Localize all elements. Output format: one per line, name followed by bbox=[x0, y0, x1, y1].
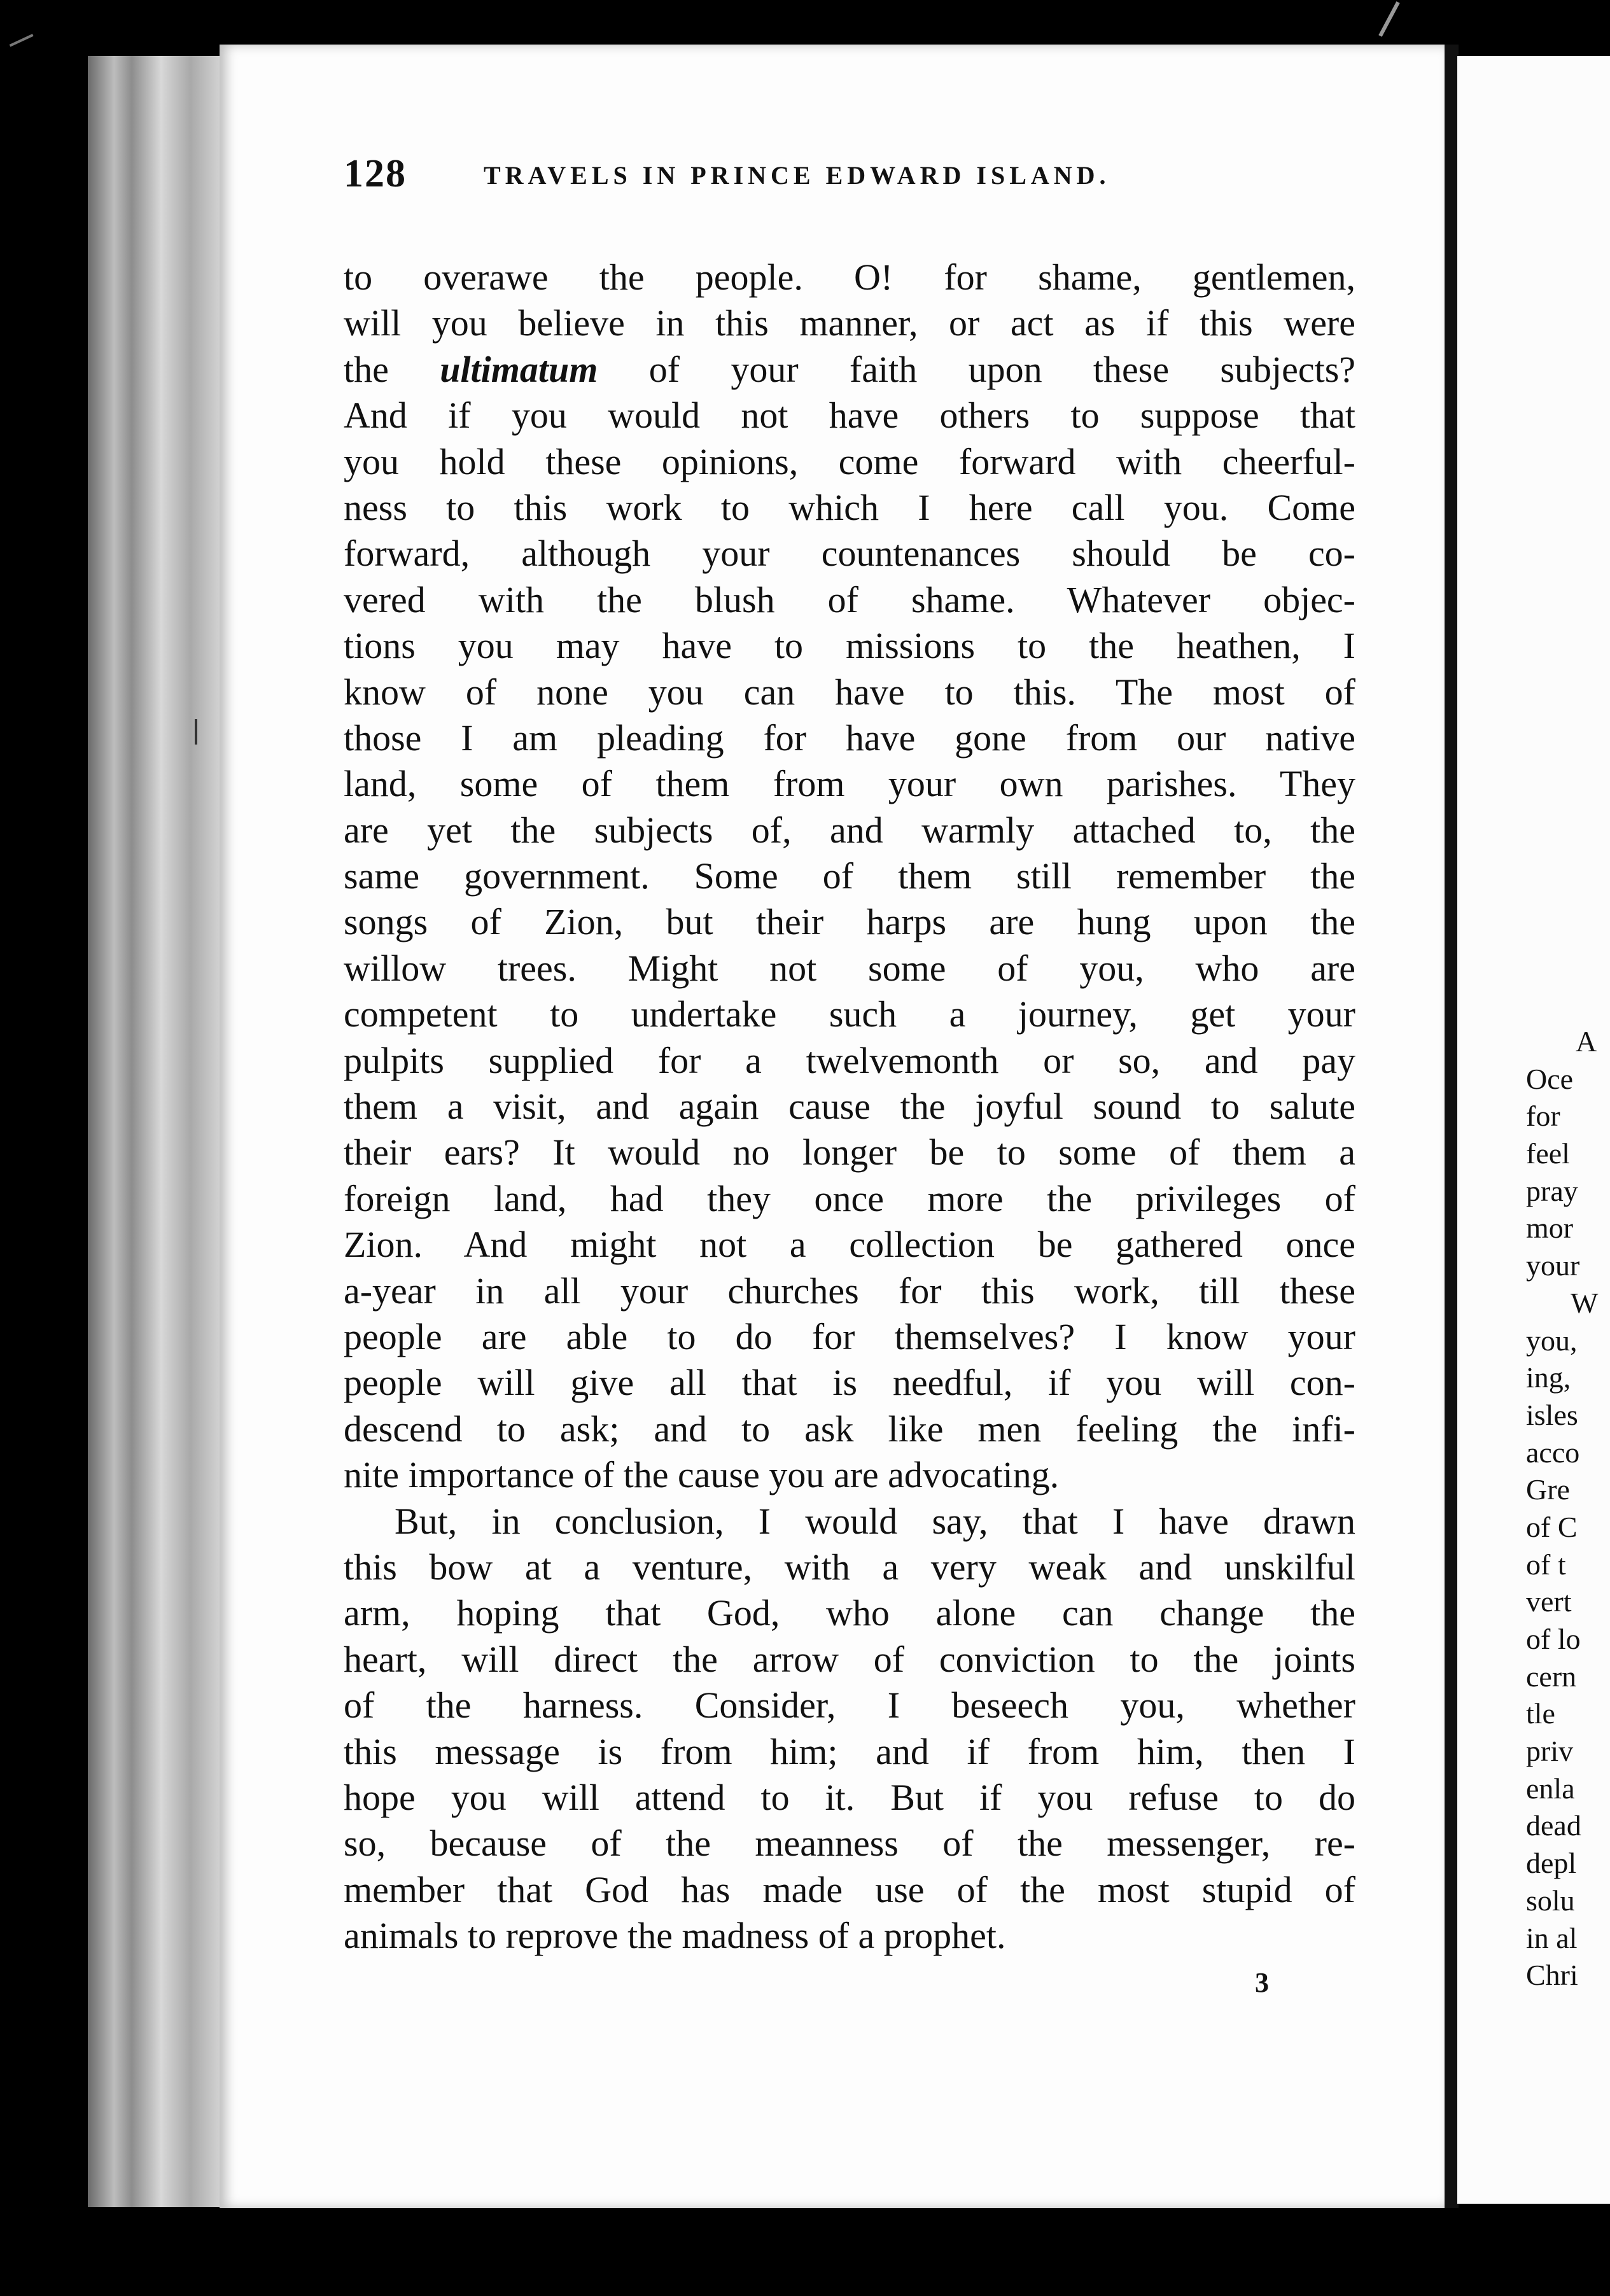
facing-text-fragment: Oce bbox=[1526, 1062, 1574, 1095]
text-line: nite importance of the cause you are advocating. bbox=[344, 1454, 1060, 1496]
text-line: pulpits supplied for a twelvemonth or so, and pay bbox=[344, 1039, 1355, 1081]
margin-mark bbox=[195, 719, 197, 745]
text-line: Zion. And might not a collection be gathered once bbox=[344, 1224, 1355, 1266]
text-line: know of none you can have to this. The most of bbox=[344, 671, 1355, 713]
text-line: the ultimatum of your faith upon these subjects? bbox=[344, 348, 1356, 390]
text-line: this bow at a venture, with a very weak and unskilful bbox=[344, 1546, 1355, 1588]
facing-text-fragment: cern bbox=[1526, 1660, 1577, 1693]
facing-text-fragment: your bbox=[1526, 1249, 1580, 1282]
facing-text-fragment: isles bbox=[1526, 1398, 1578, 1431]
text-line: member that God has made use of the most stupid of bbox=[344, 1868, 1355, 1910]
body-text bbox=[344, 255, 1355, 1959]
page-number: 128 bbox=[344, 152, 407, 195]
facing-text-fragment: dead bbox=[1526, 1809, 1581, 1842]
running-head: TRAVELS IN PRINCE EDWARD ISLAND. bbox=[484, 161, 1110, 190]
text-line: hope you will attend to it. But if you refuse to do bbox=[344, 1776, 1355, 1818]
facing-text-fragment: pray bbox=[1526, 1174, 1578, 1207]
text-line: this message is from him; and if from him, then I bbox=[344, 1730, 1355, 1772]
facing-text-fragment: Chri bbox=[1526, 1959, 1578, 1992]
text-line: those I am pleading for have gone from our native bbox=[344, 717, 1355, 759]
text-line: songs of Zion, but their harps are hung upon the bbox=[344, 901, 1355, 943]
text-line: And if you would not have others to suppose that bbox=[344, 395, 1355, 437]
facing-text-fragment: A bbox=[1576, 1025, 1597, 1058]
text-line: foreign land, had they once more the privileges of bbox=[344, 1177, 1355, 1219]
scan-artifact bbox=[1378, 1, 1399, 37]
text-line: to overawe the people. O! for shame, gentlemen, bbox=[344, 256, 1355, 298]
text-line: so, because of the meanness of the messenger, re- bbox=[344, 1823, 1355, 1865]
facing-text-fragment: Gre bbox=[1526, 1473, 1570, 1506]
text-line: you hold these opinions, come forward with cheerful- bbox=[344, 440, 1355, 482]
book-gutter bbox=[1445, 45, 1459, 2208]
facing-text-fragment: of t bbox=[1526, 1548, 1566, 1581]
facing-text-fragment: mor bbox=[1526, 1212, 1574, 1245]
text-line: tions you may have to missions to the heathen, I bbox=[344, 625, 1355, 667]
facing-text-fragment: of C bbox=[1526, 1510, 1578, 1543]
italic-term: ultimatum bbox=[440, 348, 598, 390]
text-line: descend to ask; and to ask like men feeling the infi- bbox=[344, 1408, 1355, 1450]
text-line: them a visit, and again cause the joyful sound to salute bbox=[344, 1086, 1355, 1128]
facing-text-fragment: vert bbox=[1526, 1585, 1572, 1618]
text-line: a-year in all your churches for this work, till these bbox=[344, 1270, 1355, 1312]
text-line: forward, although your countenances should be co- bbox=[344, 533, 1355, 575]
page-header bbox=[344, 151, 1349, 202]
facing-text-fragment: in al bbox=[1526, 1921, 1578, 1954]
book-page-edges bbox=[88, 56, 234, 2207]
facing-text-fragment: solu bbox=[1526, 1884, 1575, 1917]
text-line: animals to reprove the madness of a prophet. bbox=[344, 1915, 1006, 1957]
facing-text-fragment: for bbox=[1526, 1100, 1560, 1133]
facing-text-fragment: tle bbox=[1526, 1697, 1555, 1730]
facing-text-fragment: W bbox=[1571, 1286, 1599, 1319]
signature-mark: 3 bbox=[1255, 1967, 1269, 1998]
text-line: vered with the blush of shame. Whatever objec- bbox=[344, 578, 1355, 620]
facing-text-fragment: depl bbox=[1526, 1847, 1577, 1880]
text-line: their ears? It would no longer be to some of them a bbox=[344, 1131, 1355, 1173]
text-line: land, some of them from your own parishes. They bbox=[344, 763, 1355, 805]
text-line: people are able to do for themselves? I know your bbox=[344, 1315, 1355, 1357]
facing-text-fragment: priv bbox=[1526, 1735, 1574, 1768]
text-line: But, in conclusion, I would say, that I have drawn bbox=[395, 1500, 1355, 1542]
facing-text-fragment: of lo bbox=[1526, 1623, 1581, 1655]
text-line: ness to this work to which I here call you. Come bbox=[344, 486, 1355, 528]
text-line: heart, will direct the arrow of conviction to the joints bbox=[344, 1638, 1355, 1680]
facing-text-fragment: you, bbox=[1526, 1324, 1578, 1357]
facing-text-fragment: enla bbox=[1526, 1772, 1575, 1805]
text-line: are yet the subjects of, and warmly attached to, the bbox=[344, 809, 1355, 851]
text-line: people will give all that is needful, if you will con- bbox=[344, 1362, 1355, 1404]
text-line: of the harness. Consider, I beseech you, whether bbox=[344, 1684, 1355, 1726]
text-line: competent to undertake such a journey, get your bbox=[344, 993, 1355, 1035]
text-line: will you believe in this manner, or act as if this were bbox=[344, 302, 1355, 344]
text-line: arm, hoping that God, who alone can change the bbox=[344, 1592, 1355, 1634]
text-line: same government. Some of them still remember the bbox=[344, 855, 1355, 897]
facing-text-fragment: acco bbox=[1526, 1436, 1580, 1469]
scan-artifact bbox=[10, 34, 42, 64]
facing-text-fragment: feel bbox=[1526, 1137, 1570, 1170]
facing-page-text bbox=[1526, 1023, 1602, 1994]
facing-text-fragment: ing, bbox=[1526, 1361, 1571, 1394]
text-line: willow trees. Might not some of you, who are bbox=[344, 947, 1355, 989]
